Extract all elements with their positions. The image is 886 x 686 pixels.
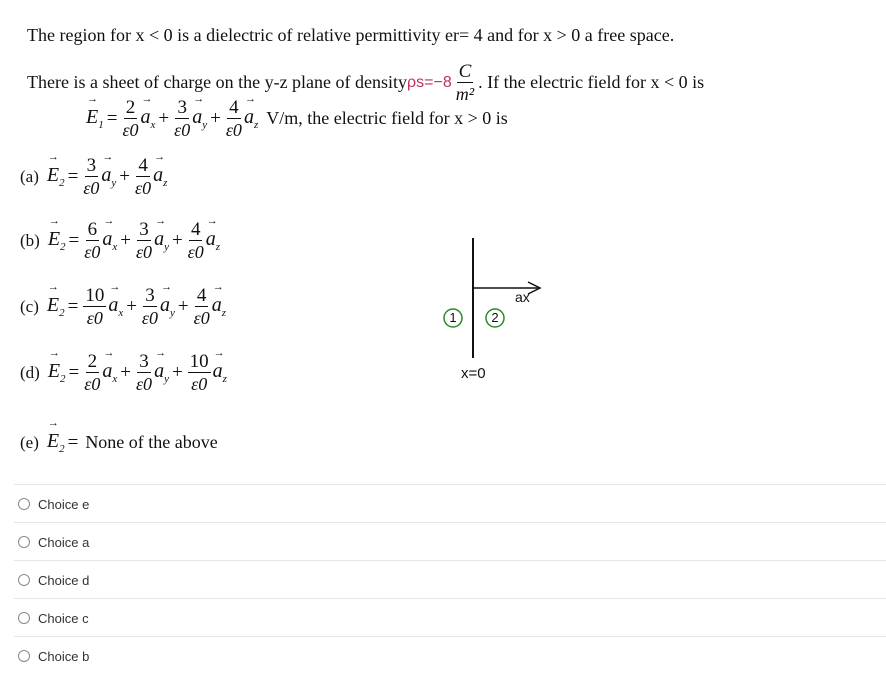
charge-density: ρs=−8 (407, 73, 452, 91)
option-label: (e) (20, 432, 39, 452)
option-label: (c) (20, 296, 39, 316)
region-2-label: 2 (491, 310, 499, 325)
e1-coef-z: 4 (229, 97, 239, 118)
option-e-text: None of the above (85, 432, 218, 452)
option-b: (b) → $E_2$ = $\frac{6}{\varepsilon 0}$ → $a_x$ + $\frac{3}{\varepsilon 0}$ → $a_y$ + $\frac{4}{\varepsilon 0}$ → $a_z$ (20, 220, 220, 261)
e1-coef-y: 3 (177, 97, 187, 118)
question-line-2-end: . If the electric field for x < 0 is (478, 72, 705, 92)
unit-denominator: m² (455, 84, 475, 104)
option-label: (d) (20, 362, 40, 382)
choice-label: Choice c (38, 610, 89, 626)
choice-label: Choice e (38, 496, 90, 512)
choice-label: Choice d (38, 572, 90, 588)
e2-symbol: → $E_2$ (47, 294, 65, 319)
boundary-figure (420, 230, 560, 390)
answer-choice-b[interactable] (14, 636, 886, 675)
answer-choice-d[interactable] (14, 560, 886, 599)
option-label: (a) (20, 166, 39, 186)
option-label: (b) (20, 230, 40, 250)
choice-label: Choice a (38, 534, 90, 550)
unit-numerator: C (458, 61, 472, 82)
option-c: (c) → $E_2$ = $\frac{10}{\varepsilon 0}$ → $a_x$ + $\frac{3}{\varepsilon 0}$ → $a_y$ + $\frac{4}{\varepsilon 0}$ → $a_z$ (20, 286, 226, 327)
e2-symbol: → $E_2$ (48, 228, 66, 253)
answer-choice-e[interactable] (14, 484, 886, 523)
radio-icon[interactable] (18, 650, 30, 662)
choice-label: Choice b (38, 648, 90, 664)
given-field-tail: V/m, the electric field for x > 0 is (266, 108, 508, 128)
e1-symbol: → $E_1$ (86, 106, 104, 131)
question-line-2-start: There is a sheet of charge on the y-z plane of density (27, 72, 408, 92)
radio-icon[interactable] (18, 498, 30, 510)
e1-coef-x: 2 (125, 97, 136, 118)
e2-symbol: → $E_2$ (47, 164, 65, 189)
option-e: (e) → $E_2$ = None of the above (20, 430, 218, 455)
question-line-1: The region for x < 0 is a dielectric of relative permittivity er= 4 and for x > 0 a free space. (27, 25, 675, 45)
e2-symbol: → $E_2$ (47, 430, 65, 455)
e2-symbol: → $E_2$ (48, 360, 66, 385)
given-field-equation: → $E_1$ = $\frac{2}{\varepsilon 0}$ → $a_x$ + $\frac{3}{\varepsilon 0}$ → $a_y$ + $\frac{4}{\varepsilon 0}$ → $a_z$ V/m, the electric field for x > 0 is (86, 98, 508, 139)
radio-icon[interactable] (18, 536, 30, 548)
ax-label: ax (515, 289, 530, 305)
radio-icon[interactable] (18, 574, 30, 586)
option-a: (a) → $E_2$ = $\frac{3}{\varepsilon 0}$ → $a_y$ + $\frac{4}{\varepsilon 0}$ → $a_z$ (20, 156, 167, 197)
boundary-label: x=0 (461, 365, 486, 382)
answer-choice-a[interactable] (14, 522, 886, 561)
radio-icon[interactable] (18, 612, 30, 624)
region-1-label: 1 (449, 310, 457, 325)
answer-choice-c[interactable] (14, 598, 886, 637)
option-d: (d) → $E_2$ = $\frac{2}{\varepsilon 0}$ → $a_x$ + $\frac{3}{\varepsilon 0}$ → $a_y$ + $\frac{10}{\varepsilon 0}$ → $a_z$ (20, 352, 227, 393)
